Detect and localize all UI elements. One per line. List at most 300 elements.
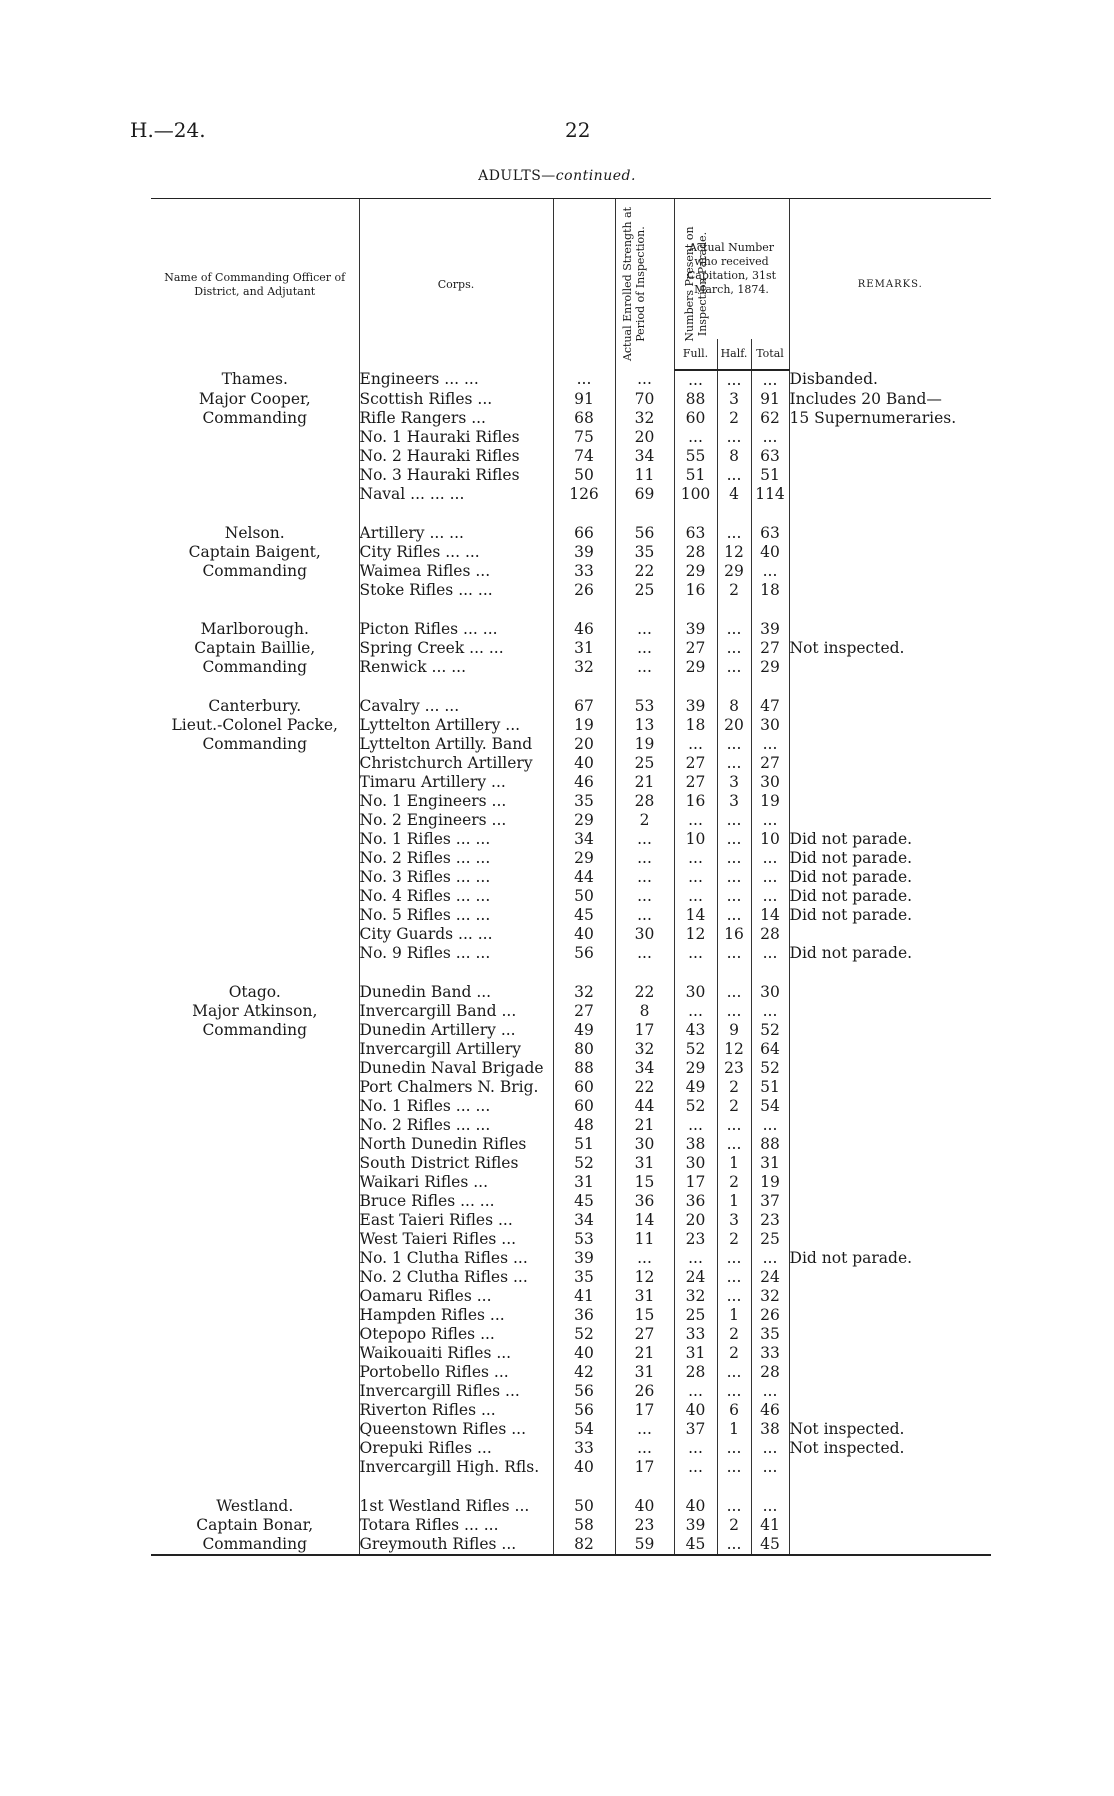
remarks-cell: [789, 1344, 991, 1363]
present-count: 53: [615, 697, 674, 716]
capitation-full: 39: [674, 697, 717, 716]
remarks-cell: Includes 20 Band—: [789, 390, 991, 409]
present-count: 34: [615, 1059, 674, 1078]
capitation-half: 2: [717, 1516, 751, 1535]
enrolled-strength: 56: [553, 944, 615, 963]
district-officer: [151, 1192, 359, 1211]
corps-name: Timaru Artillery ...: [359, 773, 553, 792]
capitation-half: 1: [717, 1192, 751, 1211]
enrolled-strength: 35: [553, 792, 615, 811]
capitation-half: 3: [717, 773, 751, 792]
spacer-cell: [789, 504, 991, 524]
capitation-total: ...: [751, 887, 789, 906]
table-row: [151, 1458, 991, 1477]
present-count: 15: [615, 1306, 674, 1325]
table-row: [151, 562, 991, 581]
enrolled-strength: 44: [553, 868, 615, 887]
district-officer: [151, 792, 359, 811]
spacer-cell: [674, 600, 717, 620]
district-officer: [151, 1211, 359, 1230]
district-officer: [151, 1249, 359, 1268]
enrolled-strength: 39: [553, 1249, 615, 1268]
capitation-full: 29: [674, 562, 717, 581]
capitation-total: 40: [751, 543, 789, 562]
capitation-full: 38: [674, 1135, 717, 1154]
present-count: 59: [615, 1535, 674, 1555]
remarks-cell: Did not parade.: [789, 868, 991, 887]
capitation-half: ...: [717, 1458, 751, 1477]
table-row: [151, 1535, 991, 1555]
capitation-full: 30: [674, 983, 717, 1002]
present-count: ...: [615, 1249, 674, 1268]
capitation-total: 54: [751, 1097, 789, 1116]
present-count: 11: [615, 466, 674, 485]
present-count: 44: [615, 1097, 674, 1116]
table-row: [151, 792, 991, 811]
present-count: ...: [615, 868, 674, 887]
capitation-half: ...: [717, 754, 751, 773]
present-count: 21: [615, 773, 674, 792]
capitation-total: 30: [751, 773, 789, 792]
capitation-half: ...: [717, 830, 751, 849]
district-officer: [151, 1287, 359, 1306]
table-row: [151, 1439, 991, 1458]
capitation-half: 2: [717, 1344, 751, 1363]
present-count: 34: [615, 447, 674, 466]
remarks-cell: [789, 543, 991, 562]
district-officer: [151, 754, 359, 773]
capitation-full: 28: [674, 543, 717, 562]
table-row: [151, 658, 991, 677]
corps-name: Spring Creek ... ...: [359, 639, 553, 658]
spacer-cell: [359, 963, 553, 983]
capitation-total: 28: [751, 925, 789, 944]
present-count: 31: [615, 1287, 674, 1306]
corps-name: Port Chalmers N. Brig.: [359, 1078, 553, 1097]
enrolled-strength: 20: [553, 735, 615, 754]
capitation-total: 91: [751, 390, 789, 409]
enrolled-strength: 48: [553, 1116, 615, 1135]
enrolled-strength: 42: [553, 1363, 615, 1382]
corps-name: Lyttelton Artillery ...: [359, 716, 553, 735]
district-officer: [151, 887, 359, 906]
capitation-total: 25: [751, 1230, 789, 1249]
spacer-cell: [674, 963, 717, 983]
capitation-half: 6: [717, 1401, 751, 1420]
remarks-cell: [789, 697, 991, 716]
district-officer: [151, 868, 359, 887]
capitation-half: ...: [717, 735, 751, 754]
capitation-full: 49: [674, 1078, 717, 1097]
enrolled-strength: 67: [553, 697, 615, 716]
corps-name: Queenstown Rifles ...: [359, 1420, 553, 1439]
capitation-full: ...: [674, 887, 717, 906]
enrolled-strength: 40: [553, 754, 615, 773]
capitation-half: 2: [717, 1173, 751, 1192]
spacer-cell: [717, 600, 751, 620]
capitation-half: ...: [717, 1382, 751, 1401]
remarks-cell: Not inspected.: [789, 1420, 991, 1439]
corps-name: Otepopo Rifles ...: [359, 1325, 553, 1344]
table-row: [151, 524, 991, 543]
table-row: [151, 1306, 991, 1325]
capitation-half: 9: [717, 1021, 751, 1040]
district-officer: Canterbury.: [208, 697, 302, 715]
district-officer: [151, 811, 359, 830]
enrolled-strength: 74: [553, 447, 615, 466]
table-row: [151, 1401, 991, 1420]
enrolled-strength: 19: [553, 716, 615, 735]
table-row: [151, 773, 991, 792]
capitation-full: 55: [674, 447, 717, 466]
capitation-total: 64: [751, 1040, 789, 1059]
district-officer: Captain Baillie,: [194, 639, 316, 657]
capitation-full: 33: [674, 1325, 717, 1344]
corps-name: East Taieri Rifles ...: [359, 1211, 553, 1230]
capitation-half: 1: [717, 1420, 751, 1439]
present-count: ...: [615, 944, 674, 963]
capitation-full: 12: [674, 925, 717, 944]
enrolled-strength: 41: [553, 1287, 615, 1306]
remarks-cell: [789, 1516, 991, 1535]
remarks-cell: [789, 1002, 991, 1021]
enrolled-strength: 26: [553, 581, 615, 600]
present-count: ...: [615, 620, 674, 639]
district-spacer: [151, 677, 991, 697]
capitation-half: ...: [717, 1439, 751, 1458]
enrolled-strength: 88: [553, 1059, 615, 1078]
present-count: 20: [615, 428, 674, 447]
capitation-total: 63: [751, 447, 789, 466]
capitation-total: 114: [751, 485, 789, 504]
remarks-cell: [789, 1173, 991, 1192]
capitation-total: ...: [751, 944, 789, 963]
spacer-cell: [789, 600, 991, 620]
corps-name: No. 1 Clutha Rifles ...: [359, 1249, 553, 1268]
district-officer: [151, 1059, 359, 1078]
capitation-total: 24: [751, 1268, 789, 1287]
district-officer: Thames.: [221, 370, 288, 388]
capitation-total: 52: [751, 1059, 789, 1078]
remarks-cell: Disbanded.: [789, 370, 991, 390]
district-officer: [151, 1439, 359, 1458]
capitation-total: 51: [751, 1078, 789, 1097]
present-count: 25: [615, 754, 674, 773]
district-officer: [151, 1268, 359, 1287]
spacer-cell: [359, 677, 553, 697]
capitation-full: ...: [674, 370, 717, 390]
table-row: [151, 1420, 991, 1439]
capitation-full: ...: [674, 735, 717, 754]
spacer-cell: [674, 677, 717, 697]
remarks-cell: [789, 1382, 991, 1401]
district-officer: [151, 830, 359, 849]
present-count: 32: [615, 1040, 674, 1059]
corps-name: Dunedin Naval Brigade: [359, 1059, 553, 1078]
table-row: [151, 1078, 991, 1097]
remarks-cell: [789, 581, 991, 600]
capitation-total: 35: [751, 1325, 789, 1344]
capitation-total: ...: [751, 1116, 789, 1135]
enrolled-strength: 60: [553, 1097, 615, 1116]
capitation-half: 20: [717, 716, 751, 735]
corps-name: No. 9 Rifles ... ...: [359, 944, 553, 963]
capitation-half: 12: [717, 1040, 751, 1059]
header-present-text: Numbers Present on Inspection Parade.: [682, 226, 709, 342]
capitation-half: ...: [717, 1287, 751, 1306]
present-count: 21: [615, 1116, 674, 1135]
remarks-cell: [789, 658, 991, 677]
header-capitation: Actual Number who received Capitation, 31st March, 1874.: [674, 199, 789, 340]
corps-name: Lyttelton Artilly. Band: [359, 735, 553, 754]
present-count: 56: [615, 524, 674, 543]
capitation-half: 12: [717, 543, 751, 562]
district-officer: Nelson.: [224, 524, 285, 542]
table-row: [151, 849, 991, 868]
enrolled-strength: 68: [553, 409, 615, 428]
capitation-total: ...: [751, 1458, 789, 1477]
spacer-cell: [717, 963, 751, 983]
table-row: [151, 1059, 991, 1078]
corps-name: Riverton Rifles ...: [359, 1401, 553, 1420]
capitation-total: 19: [751, 792, 789, 811]
enrolled-strength: 126: [553, 485, 615, 504]
corps-name: No. 3 Hauraki Rifles: [359, 466, 553, 485]
table-row: [151, 1021, 991, 1040]
capitation-total: 32: [751, 1287, 789, 1306]
district-officer: [151, 1097, 359, 1116]
enrolled-strength: 46: [553, 773, 615, 792]
table-row: [151, 1097, 991, 1116]
remarks-cell: [789, 1401, 991, 1420]
capitation-total: ...: [751, 811, 789, 830]
corps-name: No. 1 Hauraki Rifles: [359, 428, 553, 447]
remarks-cell: 15 Supernumeraries.: [789, 409, 991, 428]
capitation-total: ...: [751, 562, 789, 581]
district-officer: Major Atkinson,: [192, 1002, 318, 1020]
table-row: [151, 925, 991, 944]
present-count: 22: [615, 1078, 674, 1097]
district-officer: Commanding: [202, 562, 308, 580]
corps-name: No. 3 Rifles ... ...: [359, 868, 553, 887]
capitation-full: 29: [674, 658, 717, 677]
present-count: 15: [615, 1173, 674, 1192]
table-row: [151, 735, 991, 754]
capitation-full: 14: [674, 906, 717, 925]
district-officer: Major Cooper,: [198, 390, 311, 408]
capitation-full: 16: [674, 581, 717, 600]
present-count: ...: [615, 658, 674, 677]
header-corps: Corps.: [359, 199, 553, 371]
corps-name: Invercargill High. Rfls.: [359, 1458, 553, 1477]
present-count: ...: [615, 830, 674, 849]
capitation-full: 27: [674, 639, 717, 658]
spacer-cell: [151, 600, 359, 620]
enrolled-strength: 91: [553, 390, 615, 409]
district-officer: [151, 1116, 359, 1135]
capitation-full: 63: [674, 524, 717, 543]
table-row: [151, 370, 991, 390]
capitation-full: 27: [674, 773, 717, 792]
remarks-cell: [789, 811, 991, 830]
present-count: 17: [615, 1021, 674, 1040]
district-officer: Commanding: [202, 1021, 308, 1039]
enrolled-strength: 40: [553, 1344, 615, 1363]
table-row: [151, 390, 991, 409]
corps-name: Hampden Rifles ...: [359, 1306, 553, 1325]
remarks-cell: [789, 1078, 991, 1097]
present-count: 22: [615, 983, 674, 1002]
header-total: Total: [751, 339, 789, 370]
capitation-full: 36: [674, 1192, 717, 1211]
spacer-cell: [553, 677, 615, 697]
district-officer: [151, 944, 359, 963]
remarks-cell: [789, 1135, 991, 1154]
enrolled-strength: 50: [553, 887, 615, 906]
corps-name: Dunedin Artillery ...: [359, 1021, 553, 1040]
table-row: [151, 543, 991, 562]
table-row: [151, 447, 991, 466]
capitation-total: ...: [751, 428, 789, 447]
capitation-half: 1: [717, 1154, 751, 1173]
capitation-half: 3: [717, 1211, 751, 1230]
table-row: [151, 1344, 991, 1363]
capitation-full: 25: [674, 1306, 717, 1325]
present-count: 12: [615, 1268, 674, 1287]
spacer-cell: [751, 963, 789, 983]
corps-name: Engineers ... ...: [359, 370, 553, 390]
capitation-full: 40: [674, 1497, 717, 1516]
enrolled-strength: 29: [553, 849, 615, 868]
capitation-total: 30: [751, 716, 789, 735]
enrolled-strength: 45: [553, 1192, 615, 1211]
table-row: [151, 485, 991, 504]
table-row: [151, 887, 991, 906]
present-count: 21: [615, 1344, 674, 1363]
spacer-cell: [751, 504, 789, 524]
remarks-cell: [789, 1287, 991, 1306]
table-row: [151, 620, 991, 639]
remarks-cell: Did not parade.: [789, 906, 991, 925]
spacer-cell: [717, 677, 751, 697]
present-count: 26: [615, 1382, 674, 1401]
capitation-half: ...: [717, 983, 751, 1002]
district-officer: [151, 1040, 359, 1059]
header-half: Half.: [717, 339, 751, 370]
remarks-cell: [789, 716, 991, 735]
corps-name: 1st Westland Rifles ...: [359, 1497, 553, 1516]
spacer-cell: [553, 1477, 615, 1497]
corps-name: South District Rifles: [359, 1154, 553, 1173]
corps-name: Bruce Rifles ... ...: [359, 1192, 553, 1211]
corps-name: No. 2 Hauraki Rifles: [359, 447, 553, 466]
enrolled-strength: 36: [553, 1306, 615, 1325]
district-officer: [151, 1135, 359, 1154]
capitation-total: 41: [751, 1516, 789, 1535]
remarks-cell: [789, 983, 991, 1002]
present-count: 28: [615, 792, 674, 811]
table-row: [151, 1002, 991, 1021]
capitation-full: 17: [674, 1173, 717, 1192]
enrolled-strength: 34: [553, 830, 615, 849]
remarks-cell: [789, 754, 991, 773]
district-officer: Marlborough.: [200, 620, 309, 638]
district-officer: Captain Bonar,: [196, 1516, 314, 1534]
capitation-half: ...: [717, 1135, 751, 1154]
district-officer: [151, 906, 359, 925]
table-row: [151, 466, 991, 485]
capitation-half: ...: [717, 639, 751, 658]
capitation-half: ...: [717, 658, 751, 677]
present-count: 30: [615, 925, 674, 944]
corps-name: Rifle Rangers ...: [359, 409, 553, 428]
spacer-cell: [789, 677, 991, 697]
capitation-full: ...: [674, 1382, 717, 1401]
capitation-full: 10: [674, 830, 717, 849]
district-officer: [151, 466, 359, 485]
present-count: 69: [615, 485, 674, 504]
corps-name: No. 2 Rifles ... ...: [359, 849, 553, 868]
corps-name: No. 4 Rifles ... ...: [359, 887, 553, 906]
district-officer: [151, 773, 359, 792]
capitation-half: ...: [717, 1363, 751, 1382]
present-count: 13: [615, 716, 674, 735]
header-enrolled-text: Actual Enrolled Strength at Period of Inspection.: [620, 206, 647, 362]
capitation-half: ...: [717, 906, 751, 925]
capitation-half: ...: [717, 868, 751, 887]
remarks-cell: [789, 1306, 991, 1325]
district-officer: [151, 1154, 359, 1173]
remarks-cell: [789, 1230, 991, 1249]
spacer-cell: [615, 677, 674, 697]
corps-name: Naval ... ... ...: [359, 485, 553, 504]
district-officer: [151, 1420, 359, 1439]
district-officer: [151, 1344, 359, 1363]
capitation-half: ...: [717, 944, 751, 963]
capitation-full: 45: [674, 1535, 717, 1555]
corps-name: Totara Rifles ... ...: [359, 1516, 553, 1535]
capitation-total: ...: [751, 1382, 789, 1401]
enrolled-strength: 33: [553, 1439, 615, 1458]
present-count: 17: [615, 1401, 674, 1420]
capitation-half: ...: [717, 887, 751, 906]
capitation-half: 3: [717, 390, 751, 409]
capitation-half: ...: [717, 1002, 751, 1021]
remarks-cell: Did not parade.: [789, 849, 991, 868]
present-count: ...: [615, 906, 674, 925]
table-row: [151, 1040, 991, 1059]
table-row: [151, 1287, 991, 1306]
capitation-half: 16: [717, 925, 751, 944]
present-count: 32: [615, 409, 674, 428]
capitation-total: 52: [751, 1021, 789, 1040]
corps-name: Waikari Rifles ...: [359, 1173, 553, 1192]
spacer-cell: [553, 600, 615, 620]
remarks-cell: [789, 773, 991, 792]
capitation-full: 52: [674, 1040, 717, 1059]
capitation-total: 19: [751, 1173, 789, 1192]
present-count: 36: [615, 1192, 674, 1211]
district-officer: [151, 1325, 359, 1344]
table-row: [151, 1192, 991, 1211]
district-officer: [151, 1382, 359, 1401]
capitation-half: 2: [717, 1230, 751, 1249]
district-spacer: [151, 963, 991, 983]
table-row: [151, 428, 991, 447]
corps-name: Invercargill Artillery: [359, 1040, 553, 1059]
corps-name: No. 2 Clutha Rifles ...: [359, 1268, 553, 1287]
capitation-full: 37: [674, 1420, 717, 1439]
